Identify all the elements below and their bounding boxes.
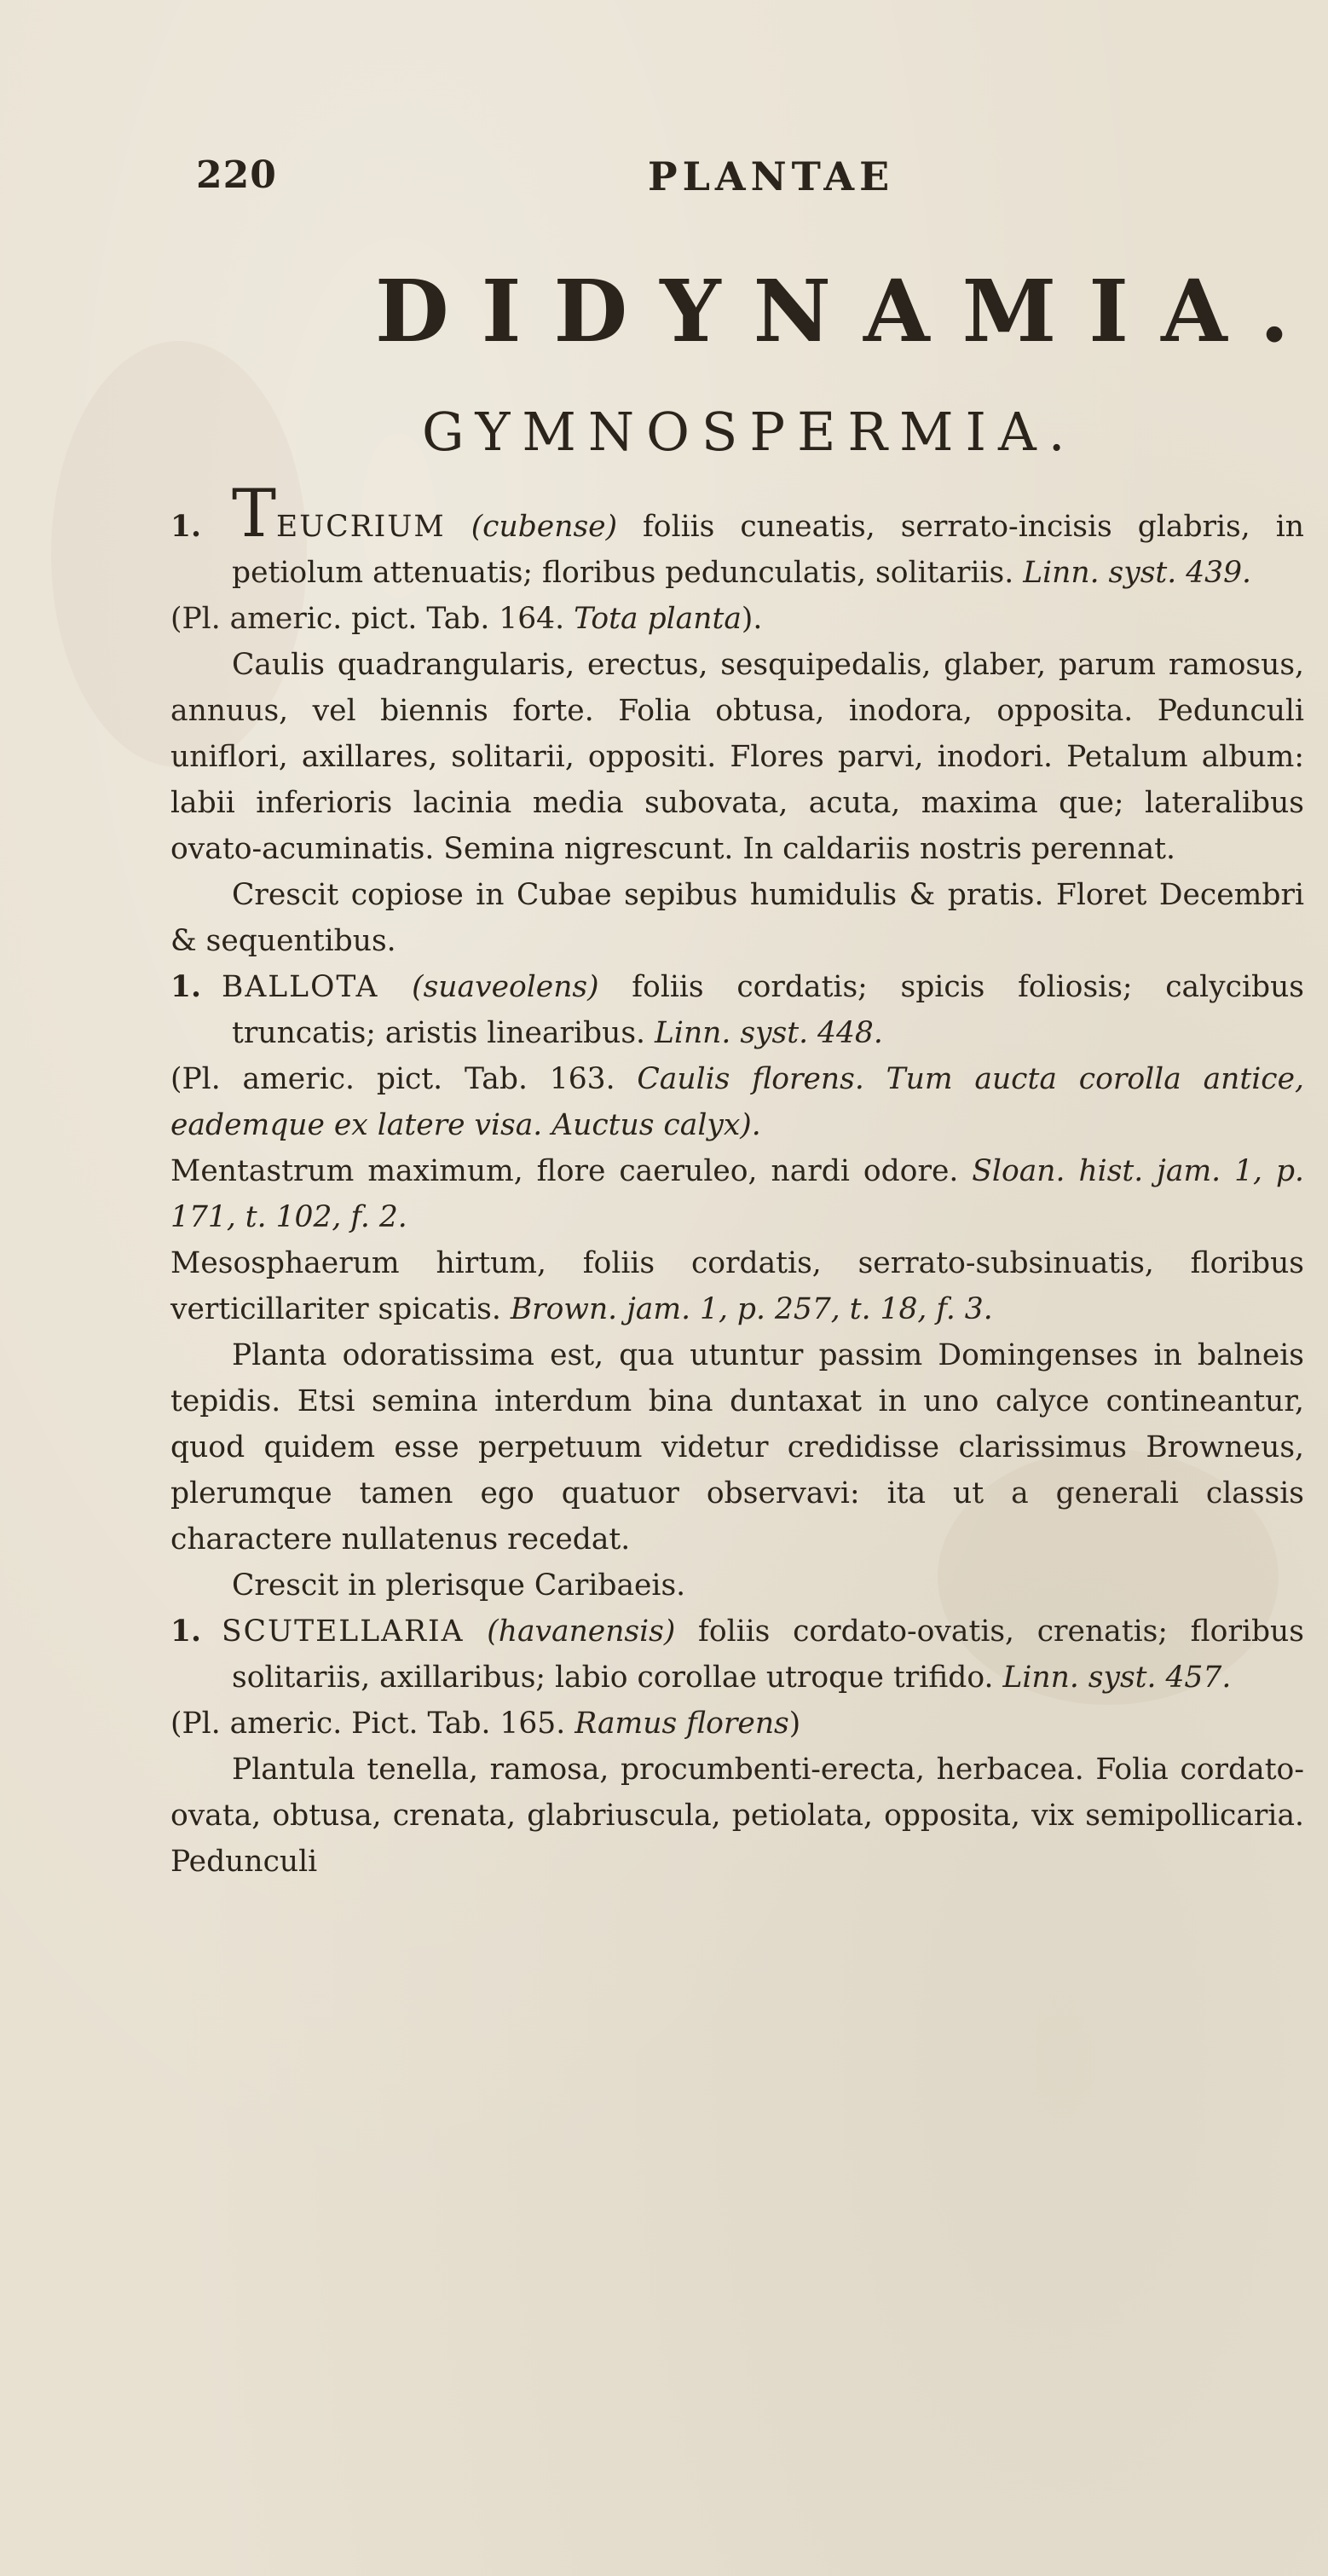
diagnosis: foliis cordatis; spicis foliosis; calycibus truncatis; aristis linearibus. [232,970,1304,1050]
linnaeus-reference: Linn. syst. 457. [1002,1661,1232,1695]
page-number: 220 [196,153,277,197]
order-title: GYMNOSPERMIA. [422,401,1077,463]
genus-name: BALLOTA [222,970,379,1004]
plate-reference [170,596,1304,642]
genus-name: EUCRIUM [276,510,446,544]
entry-number: 1. [170,510,202,544]
entry-number: 1. [170,1614,202,1649]
species-epithet: (havanensis) [487,1614,676,1649]
species-epithet: (cubense) [471,510,618,544]
running-head [170,153,1311,213]
entry-teucrium [170,476,1304,596]
entry-scutellaria [170,1609,1304,1701]
habitat-paragraph: Crescit copiose in Cubae sepibus humidulis & pratis. Floret Decembri & sequentibus. [170,878,1304,958]
plate-close: ) [788,1707,801,1741]
plate-ref-text: (Pl. americ. pict. Tab. 163. [170,1062,638,1096]
plate-note: Tota planta [574,602,742,636]
entry-number: 1. [170,970,202,1004]
synonym-text: Mesosphaerum hirtum, foliis cordatis, serrato-subsinuatis, floribus verticillariter spicatis. [170,1246,1304,1326]
running-title: PLANTAE [648,153,895,199]
plate-ref-text: (Pl. americ. Pict. Tab. 165. [170,1707,575,1741]
linnaeus-reference: Linn. syst. 448. [655,1016,883,1050]
description-paragraph: Caulis quadrangularis, erectus, sesquipedalis, glaber, parum ramosus, annuus, vel biennis forte. Folia obtusa, inodora, opposita. Pedunculi uniflori, axillares, solitarii, oppositi. Flores parvi, inodori. Petalum album: labii inferioris lacinia media subovata, acuta, maxima que; lateralibus ovato-acuminatis. Semina nigrescunt. In caldariis nostris perennat. [170,648,1304,866]
plate-note: Ramus florens [575,1707,789,1741]
synonym-text: Mentastrum maximum, flore caeruleo, nardi odore. [170,1154,973,1188]
plate-ref-text: (Pl. americ. pict. Tab. 164. [170,602,575,636]
synonym-browne [170,1240,1304,1332]
entry-ballota [170,964,1304,1056]
plate-note: Caulis florens. Tum aucta corolla antice, eademque ex latere visa. Auctus calyx). [170,1062,1304,1142]
class-title: DIDYNAMIA. [375,261,1322,361]
linnaeus-reference: Linn. syst. 439. [1023,556,1252,590]
diagnosis: foliis cuneatis, serrato-incisis glabris, in petiolum attenuatis; floribus pedunculatis, solitariis. [232,510,1304,590]
description-paragraph: Plantula tenella, ramosa, procumbenti-erecta, herbacea. Folia cordato-ovata, obtusa, crenata, glabriuscula, petiolata, opposita, vix semipollicaria. Pedunculi [170,1753,1304,1879]
synonym-reference: Brown. jam. 1, p. 257, t. 18, f. 3. [510,1292,993,1326]
synonym-sloane [170,1148,1304,1240]
species-epithet: (suaveolens) [412,970,599,1004]
habitat-paragraph: Crescit in plerisque Caribaeis. [232,1568,686,1603]
plate-reference [170,1701,1304,1747]
plate-reference [170,1056,1304,1148]
diagnosis: foliis cordato-ovatis, crenatis; floribus solitariis, axillaribus; labio corollae utroque trifido. [232,1614,1304,1695]
description-paragraph: Planta odoratissima est, qua utuntur passim Domingenses in balneis tepidis. Etsi semina interdum bina duntaxat in uno calyce contineantur, quod quidem esse perpetuum videtur credidisse clarissimus Browneus, plerumque tamen ego quatuor observavi: ita ut a generali classis charactere nullatenus recedat. [170,1338,1304,1557]
drop-cap: T [232,476,277,552]
synonym-reference: Sloan. hist. jam. 1, p. 171, t. 102, f. 2. [170,1154,1304,1234]
genus-name: SCUTELLARIA [222,1614,465,1649]
plate-close: ). [741,602,763,636]
body-text [170,476,1304,1885]
